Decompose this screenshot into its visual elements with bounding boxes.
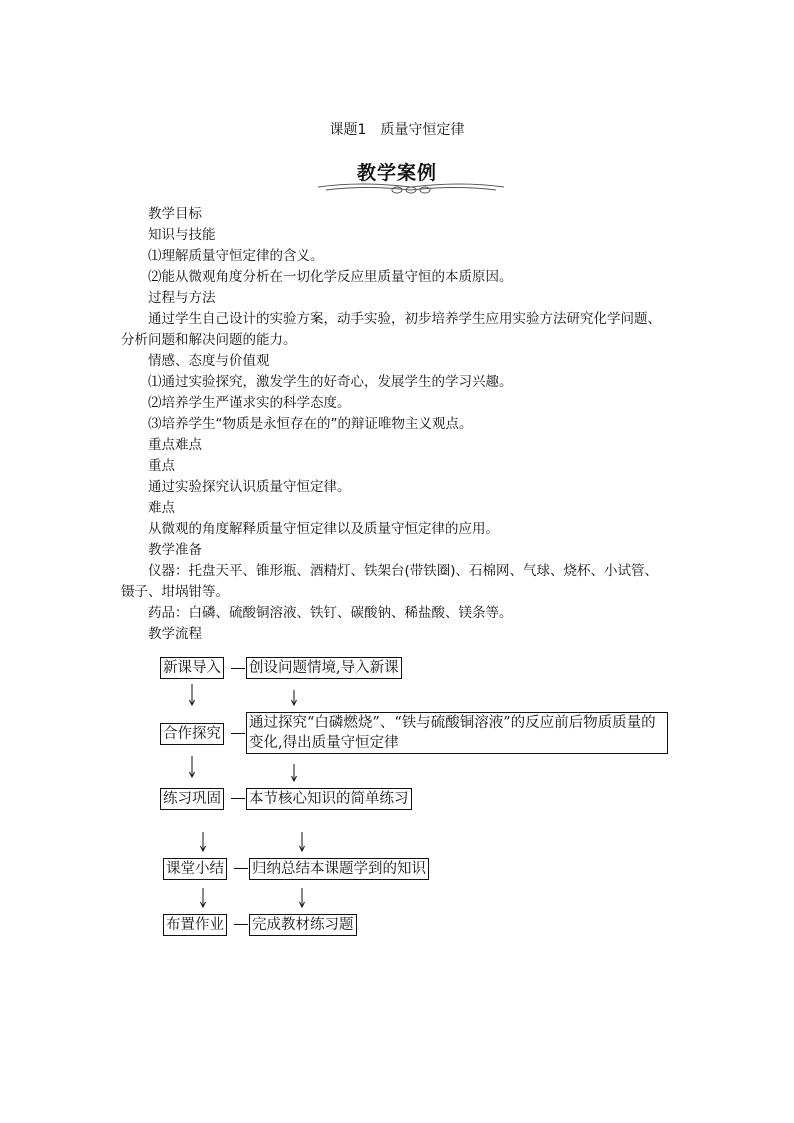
- heading-flow: 教学流程: [148, 626, 202, 642]
- section-heading: 教学案例: [356, 162, 437, 184]
- text-line: 从微观的角度解释质量守恒定律以及质量守恒定律的应用。: [148, 521, 499, 537]
- arrow-down-icon: [188, 756, 196, 778]
- flow-stage-box: 练习巩固: [160, 788, 224, 810]
- lesson-title: 课题1 质量守恒定律: [329, 122, 465, 138]
- text-line: 药品：白磷、硫酸铜溶液、铁钉、碳酸钠、稀盐酸、镁条等。: [148, 605, 513, 621]
- arrow-down-icon: [199, 886, 207, 908]
- text-line: 通过实验探究认识质量守恒定律。: [148, 479, 351, 495]
- flow-desc-box: 完成教材练习题: [249, 914, 357, 936]
- text-line: 仪器：托盘天平、锥形瓶、酒精灯、铁架台(带铁圈)、石棉网、气球、烧杯、小试管、: [148, 563, 659, 579]
- connector-line: [234, 868, 248, 869]
- flow-desc-box: 归纳总结本课题学到的知识: [249, 858, 429, 880]
- text-line: ⑵能从微观角度分析在一切化学反应里质量守恒的本质原因。: [148, 269, 513, 285]
- ornament-divider: [316, 181, 506, 195]
- flow-desc-box: 通过探究“白磷燃烧”、“铁与硫酸铜溶液”的反应前后物质质量的变化,得出质量守恒定律: [246, 712, 668, 754]
- arrow-down-icon: [199, 830, 207, 852]
- connector-line: [234, 924, 248, 925]
- text-line: 分析问题和解决问题的能力。: [121, 332, 297, 348]
- arrow-down-icon: [290, 684, 298, 706]
- subheading-difficult: 难点: [148, 500, 175, 516]
- text-line: ⑴理解质量守恒定律的含义。: [148, 248, 324, 264]
- heading-objectives: 教学目标: [148, 206, 202, 222]
- flow-stage-box: 新课导入: [160, 657, 224, 679]
- text-line: ⑴通过实验探究，激发学生的好奇心，发展学生的学习兴趣。: [148, 374, 513, 390]
- subheading-process: 过程与方法: [148, 290, 216, 306]
- flow-stage-box: 课堂小结: [163, 858, 227, 880]
- flow-desc-box: 创设问题情境,导入新课: [246, 657, 402, 679]
- subheading-knowledge: 知识与技能: [148, 227, 216, 243]
- heading-key-points: 重点难点: [148, 437, 202, 453]
- flow-stage-box: 布置作业: [163, 914, 227, 936]
- subheading-values: 情感、态度与价值观: [148, 353, 270, 369]
- heading-preparation: 教学准备: [148, 542, 202, 558]
- connector-line: [231, 733, 245, 734]
- text-line: 通过学生自己设计的实验方案，动手实验，初步培养学生应用实验方法研究化学问题、: [148, 311, 661, 327]
- flow-stage-box: 合作探究: [160, 723, 224, 745]
- arrow-down-icon: [188, 684, 196, 706]
- flow-desc-box: 本节核心知识的简单练习: [246, 788, 412, 810]
- arrow-down-icon: [298, 830, 306, 852]
- connector-line: [231, 668, 245, 669]
- subheading-key: 重点: [148, 458, 175, 474]
- arrow-down-icon: [298, 886, 306, 908]
- text-line: ⑵培养学生严谨求实的科学态度。: [148, 395, 351, 411]
- arrow-down-icon: [290, 760, 298, 782]
- text-line: ⑶培养学生“物质是永恒存在的”的辩证唯物主义观点。: [148, 416, 473, 432]
- connector-line: [231, 798, 245, 799]
- text-line: 镊子、坩埚钳等。: [121, 584, 229, 600]
